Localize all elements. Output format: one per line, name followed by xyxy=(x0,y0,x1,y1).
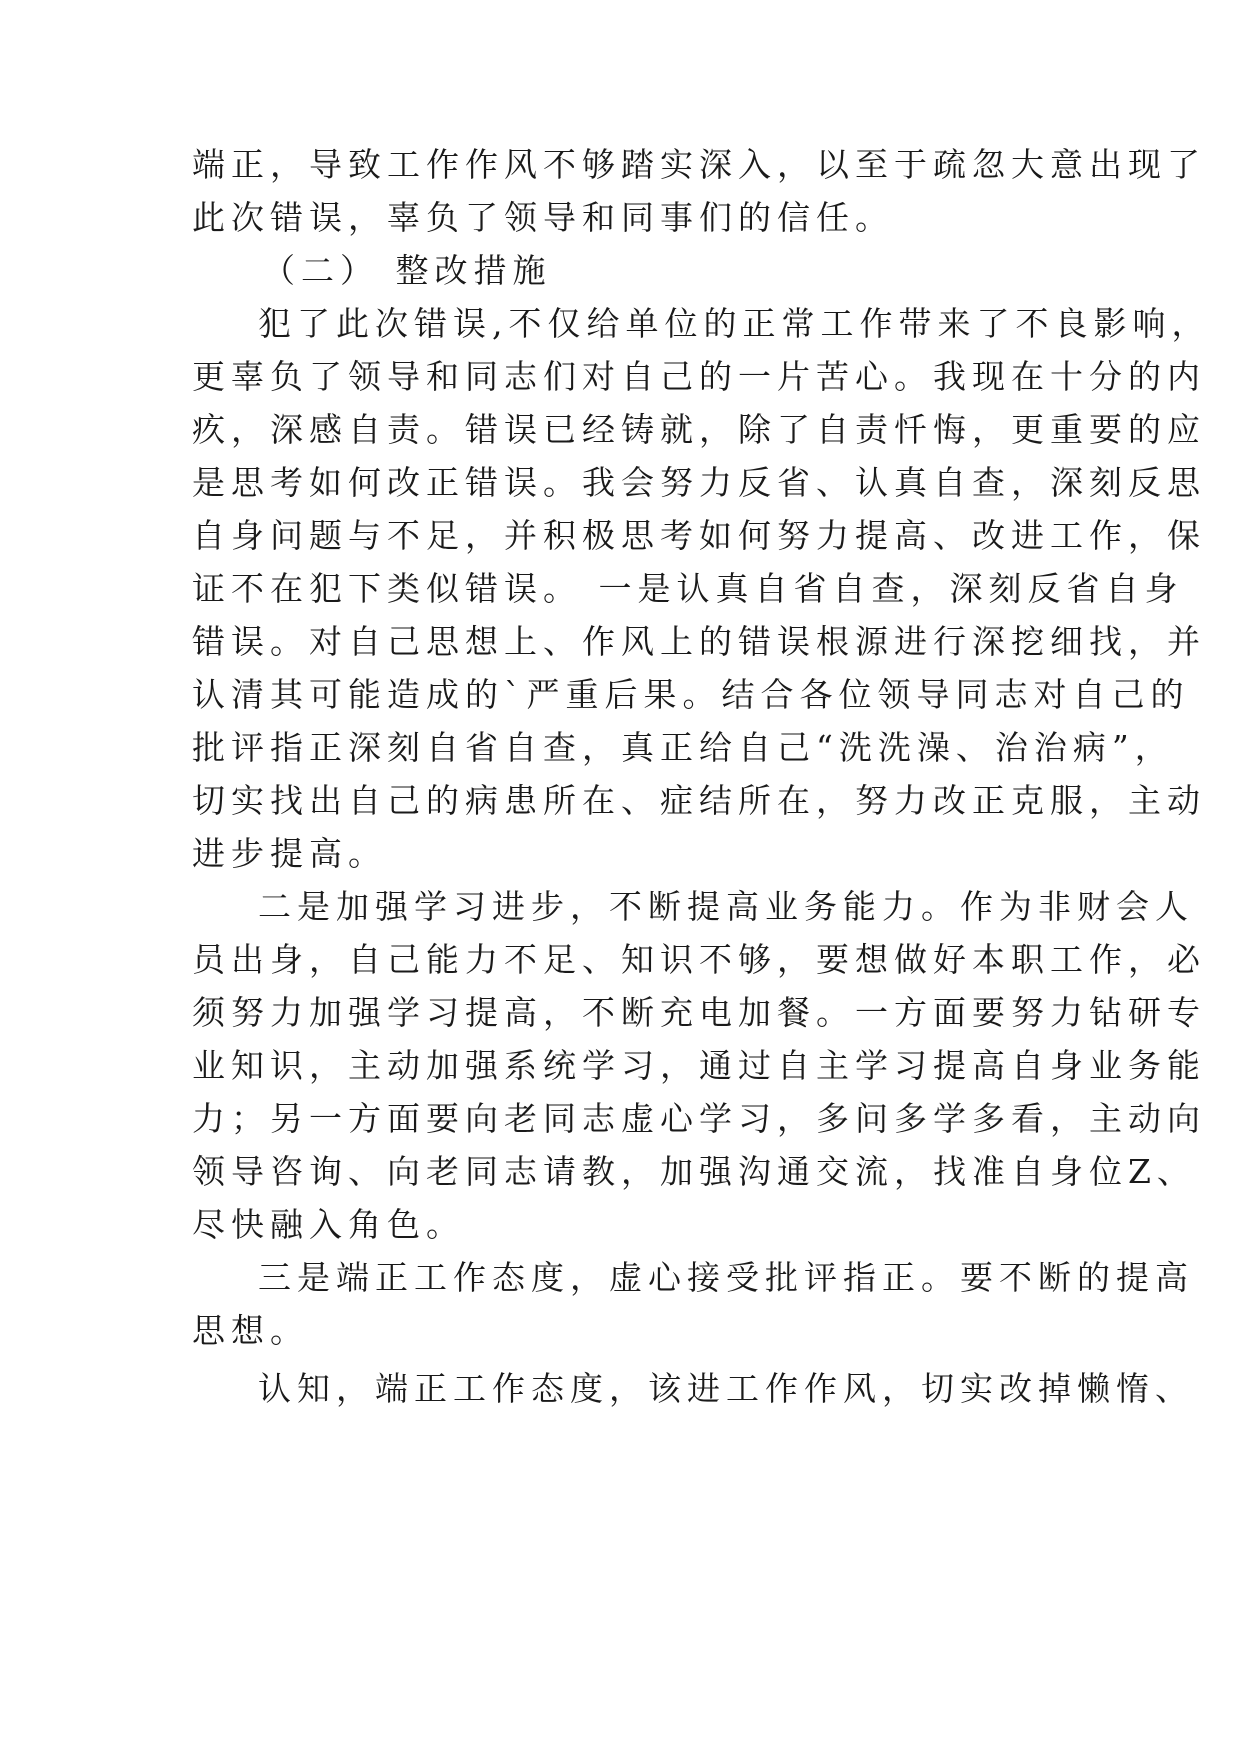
text-line-13: 切实找出自己的病患所在、症结所在，努力改正克服，主动 xyxy=(192,781,1206,820)
text-line-7: 是思考如何改正错误。我会努力反省、认真自查，深刻反思 xyxy=(192,463,1206,502)
text-line-11: 认清其可能造成的`严重后果。结合各位领导同志对自己的 xyxy=(192,675,1190,714)
text-line-19: 力；另一方面要向老同志虚心学习，多问多学多看，主动向 xyxy=(192,1099,1206,1138)
paragraph-start: 认知，端正工作态度，该进工作作风，切实改掉懒惰、 xyxy=(258,1369,1194,1408)
text-line-10: 错误。对自己思想上、作风上的错误根源进行深挖细找，并 xyxy=(192,622,1206,661)
text-line-17: 须努力加强学习提高，不断充电加餐。一方面要努力钻研专 xyxy=(192,993,1206,1032)
text-line-21: 尽快融入角色。 xyxy=(192,1205,465,1244)
text-line-8: 自身问题与不足，并积极思考如何努力提高、改进工作，保 xyxy=(192,516,1206,555)
paragraph-start: 犯了此次错误,不仅给单位的正常工作带来了不良影响， xyxy=(258,304,1211,343)
text-line-16: 员出身，自己能力不足、知识不够，要想做好本职工作，必 xyxy=(192,940,1206,979)
text-line-2: 此次错误，辜负了领导和同事们的信任。 xyxy=(192,198,894,237)
text-line-6: 疚，深感自责。错误已经铸就，除了自责忏悔，更重要的应 xyxy=(192,410,1206,449)
text-line-23: 思想。 xyxy=(192,1311,309,1350)
text-line-1: 端正，导致工作作风不够踏实深入，以至于疏忽大意出现了 xyxy=(192,145,1206,184)
text-line-12: 批评指正深刻自省自查，真正给自己“洗洗澡、治治病”， xyxy=(192,728,1174,767)
text-line-14: 进步提高。 xyxy=(192,834,387,873)
text-line-20: 领导咨询、向老同志请教，加强沟通交流，找准自身位Z、 xyxy=(192,1152,1196,1191)
text-line-9: 证不在犯下类似错误。 一是认真自省自查，深刻反省自身 xyxy=(192,569,1184,608)
text-line-18: 业知识，主动加强系统学习，通过自主学习提高自身业务能 xyxy=(192,1046,1206,1085)
text-line-5: 更辜负了领导和同志们对自己的一片苦心。我现在十分的内 xyxy=(192,357,1206,396)
section-heading: （二） 整改措施 xyxy=(262,251,552,290)
paragraph-start: 三是端正工作态度，虚心接受批评指正。要不断的提高 xyxy=(258,1258,1194,1297)
paragraph-start: 二是加强学习进步，不断提高业务能力。作为非财会人 xyxy=(258,887,1194,926)
